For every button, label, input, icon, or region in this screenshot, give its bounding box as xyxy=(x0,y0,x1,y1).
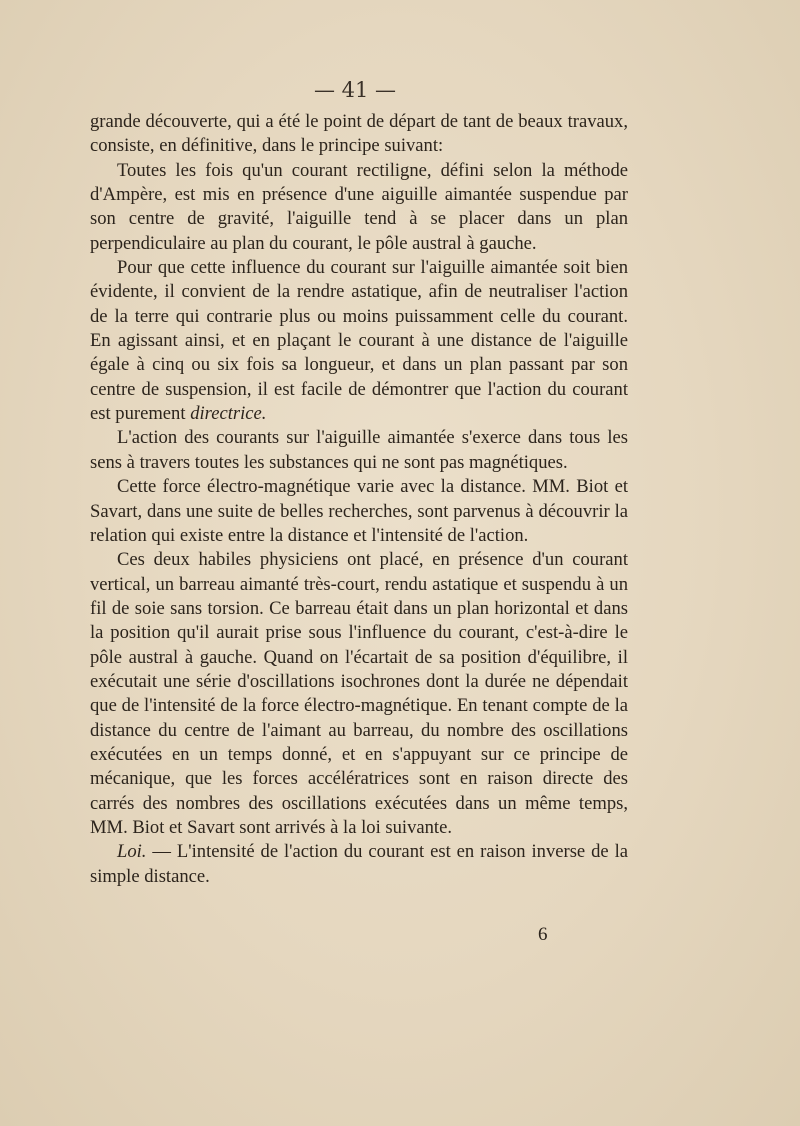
paragraph-astatic-text: Pour que cette influence du courant sur l'aiguille aimantée soit bien évidente, il convient de la rendre astatique, afin de neutraliser l'action de la terre qui contrarie plus ou moins puissamment celle du courant. En agissant ainsi, et en plaçant le courant à une distance de l'aiguille égale à cinq ou six fois sa longueur, et dans un plan passant par son centre de suspension, il est facile de démontrer que l'action du courant est purement xyxy=(90,257,628,425)
paragraph-astatic xyxy=(90,256,628,426)
paragraph-principle: Toutes les fois qu'un courant rectiligne, défini selon la méthode d'Ampère, est mis en présence d'une aiguille aimantée suspendue par son centre de gravité, l'aiguille tend à se placer dans un plan perpendiculaire au plan du courant, le pôle austral à gauche. xyxy=(90,159,628,254)
page-number: — 41 — xyxy=(313,78,397,102)
paragraph-continuation: grande découverte, qui a été le point de départ de tant de beaux travaux, consiste, en définitive, dans le principe suivant: xyxy=(90,111,628,157)
emphasis-directrice: directrice. xyxy=(190,403,267,425)
signature-mark: 6 xyxy=(538,924,548,945)
paragraph-biot-savart: Cette force électro-magnétique varie avec la distance. MM. Biot et Savart, dans une suite de belles recherches, sont parvenus à découvrir la relation qui existe entre la distance et l'intensité de l'action. xyxy=(90,476,628,546)
body-text xyxy=(90,110,628,889)
paragraph-law xyxy=(90,840,628,889)
law-text: — L'intensité de l'action du courant est en raison inverse de la simple distance. xyxy=(90,841,628,887)
paragraph-experiment: Ces deux habiles physiciens ont placé, en présence d'un courant vertical, un barreau aimanté très-court, rendu astatique et suspendu à un fil de soie sans torsion. Ce barreau était dans un plan horizontal et dans la position qu'il aurait prise sous l'influence du courant, c'est-à-dire le pôle austral à gauche. Quand on l'écartait de sa position d'équilibre, il exécutait une série d'oscillations isochrones dont la durée ne dépendait que de l'intensité de la force électro-magnétique. En tenant compte de la distance du centre de l'aimant au barreau, du nombre des oscillations exécutées en un temps donné, et en s'appuyant sur ce principe de mécanique, que les forces accélératrices sont en raison directe des carrés des nombres des oscillations exécutées dans un même temps, MM. Biot et Savart sont arrivés à la loi suivante. xyxy=(90,549,628,838)
paragraph-substances: L'action des courants sur l'aiguille aimantée s'exerce dans tous les sens à travers toutes les substances qui ne sont pas magnétiques. xyxy=(90,427,628,473)
law-label: Loi. xyxy=(117,841,147,863)
